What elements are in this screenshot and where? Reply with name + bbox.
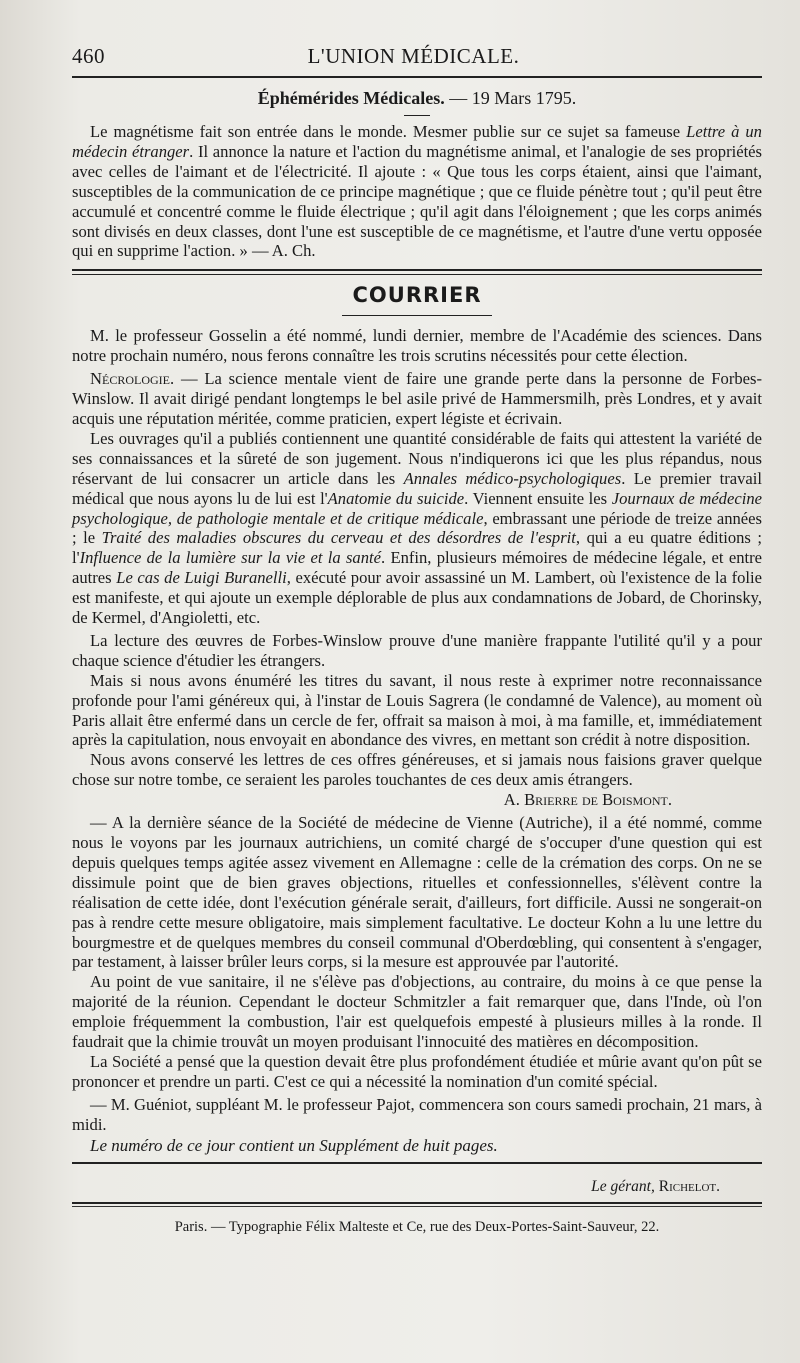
nous-paragraph: Nous avons conservé les lettres de ces offres généreuses, et si jamais nous faisions graver quelque chose sur notre tombe, ce seraient les paroles touchantes de ces deux amis étrangers.: [72, 750, 762, 790]
journal-title: L'UNION MÉDICALE.: [307, 44, 520, 68]
necrologie-label: Nécrologie.: [90, 369, 175, 389]
gerant-name: Richelot.: [658, 1177, 720, 1195]
gerant-label: Le gérant,: [591, 1177, 655, 1195]
ephemerides-date: — 19 Mars 1795.: [449, 88, 577, 108]
vienne-paragraph: — A la dernière séance de la Société de médecine de Vienne (Autriche), il a été nommé, comme nous le voyons par les journaux autrichiens, un comité chargé de s'occuper d'une question qui est depuis quelques temps agitée assez vivement en Allemagne : celle de la crémation des corps. On ne se dissimule point que de bien graves objections, rituelles et confessionnelles, s'élèvent contre la réalisation de cette idée, dont l'exécution générale serait, d'ailleurs, fort difficile. Aussi ne songerait-on pas à rendre cette mesure obligatoire, mais simplement facultative. Le docteur Kohn a lu une lettre du bourgmestre et de quelques membres du conseil communal d'Oberdœbling, qui consentent à s'engager, par testament, à laisser brûler leurs corps, si la mesure est approuvée par l'autorité.: [72, 813, 762, 972]
gueniot-paragraph: — M. Guéniot, suppléant M. le professeur Pajot, commencera son cours samedi prochain, 21 mars, à midi.: [72, 1094, 762, 1134]
section-divider: [72, 269, 762, 271]
gosselin-paragraph: M. le professeur Gosselin a été nommé, lundi dernier, membre de l'Académie des sciences. Dans notre prochain numéro, nous ferons connaître les trois scrutins nécessités pour cette élection.: [72, 326, 762, 366]
header-rule: [72, 76, 762, 78]
page-number: 460: [72, 44, 105, 68]
imprint: Paris. — Typographie Félix Malteste et Ce, rue des Deux-Portes-Saint-Sauveur, 22.: [174, 1218, 660, 1235]
gerant-line: [72, 1178, 762, 1196]
courrier-rule: [342, 315, 492, 316]
ephemerides-title: Éphémérides Médicales.: [257, 88, 445, 108]
imprint-rule-thin: [72, 1206, 762, 1207]
necrologie-paragraph: Nécrologie. — La science mentale vient de faire une grande perte dans la personne de Forbes-Winslow. Il avait dirigé pendant longtemps le bel asile privé de Hammersmilh, près Londres, et y avait acquis une réputation méritée, comme praticien, expert légiste et écrivain.: [72, 369, 762, 428]
supplement-notice: Le numéro de ce jour contient un Supplément de huit pages.: [90, 1135, 498, 1155]
mais-paragraph: Mais si nous avons énuméré les titres du savant, il nous reste à exprimer notre reconnaissance profonde pour l'ami généreux qui, à l'instar de Louis Sagrera (le condamné de Valence), au moment où Paris allait être enfermé dans un cercle de fer, offrait sa maison à moi, à ma famille, et, immédiatement après la capitulation, nous envoyait en abondance des vivres, en mettant son crédit à notre disposition.: [72, 670, 762, 750]
footer-rule: [72, 1162, 762, 1164]
imprint-rule: [72, 1202, 762, 1204]
ouvrages-paragraph: Les ouvrages qu'il a publiés contiennent une quantité considérable de faits qui attestent la variété de ses connaissances et la sûreté de son jugement. Nous n'indiquerons ici que les plus répandus, nous réservant de lui consacrer un article dans les Annales médico-psychologiques. Le premier travail médical que nous ayons lu de lui est l'Anatomie du suicide. Viennent ensuite les Journaux de médecine psychologique, de pathologie mentale et de critique médicale, embrassant une période de treize années ; le Traité des maladies obscures du cerveau et des désordres de l'esprit, qui a eu quatre éditions ; l'Influence de la lumière sur la vie et la santé. Enfin, plusieurs mémoires de médecine légale, et entre autres Le cas de Luigi Buranelli, exécuté pour avoir assassiné un M. Lambert, où l'existence de la folie est manifeste, et qui ajoute un exemple déplorable de plus aux condamnations de Jobard, de Chorinsky, de Kermel, d'Angioletti, etc.: [72, 428, 762, 628]
ephemerides-paragraph: Le magnétisme fait son entrée dans le monde. Mesmer publie sur ce sujet sa fameuse Lettre à un médecin étranger. Il annonce la nature et l'action du magnétisme animal, et l'analogie de ses propriétés avec celles de l'aimant et de l'électricité. Il ajoute : « Que tous les corps étaient, ainsi que l'aimant, susceptibles de la communication de ce principe magnétique ; que ce fluide pénètre tout ; qu'il peut être accumulé et concentré comme le fluide électrique ; qu'il agit dans l'éloignement ; que les corps animés sont divisés en deux classes, dont l'une est susceptible de ce magnétisme, et l'autre d'une vertu opposée qui en supprime l'action. » — A. Ch.: [72, 122, 763, 261]
signature: A. Brierre de Boismont.: [503, 790, 672, 810]
lecture-paragraph: La lecture des œuvres de Forbes-Winslow prouve d'une manière frappante l'utilité qu'il y a pour chaque science d'étudier les étrangers.: [72, 630, 762, 670]
ephemerides-heading: [72, 88, 762, 109]
societe-paragraph: La Société a pensé que la question devait être plus profondément étudiée et mûrie avant qu'on pût se prononcer et prendre un parti. C'est ce qui a nécessité la nomination d'un comité spécial.: [72, 1051, 762, 1091]
sanitaire-paragraph: Au point de vue sanitaire, il ne s'élève pas d'objections, au contraire, du moins à ce que pense la majorité de la réunion. Cependant le docteur Schmitzler a fait remarquer que, dans l'Inde, où l'on emploie fréquemment la combustion, l'air est quelquefois empesté à plusieurs milles à la ronde. Il faudrait que la chimie trouvât un moyen produisant l'innocuité des matières en décomposition.: [72, 972, 762, 1052]
courrier-heading: COURRIER: [352, 283, 482, 308]
section-dash: [404, 115, 430, 116]
section-divider-thin: [72, 274, 762, 275]
running-head: [72, 44, 762, 69]
